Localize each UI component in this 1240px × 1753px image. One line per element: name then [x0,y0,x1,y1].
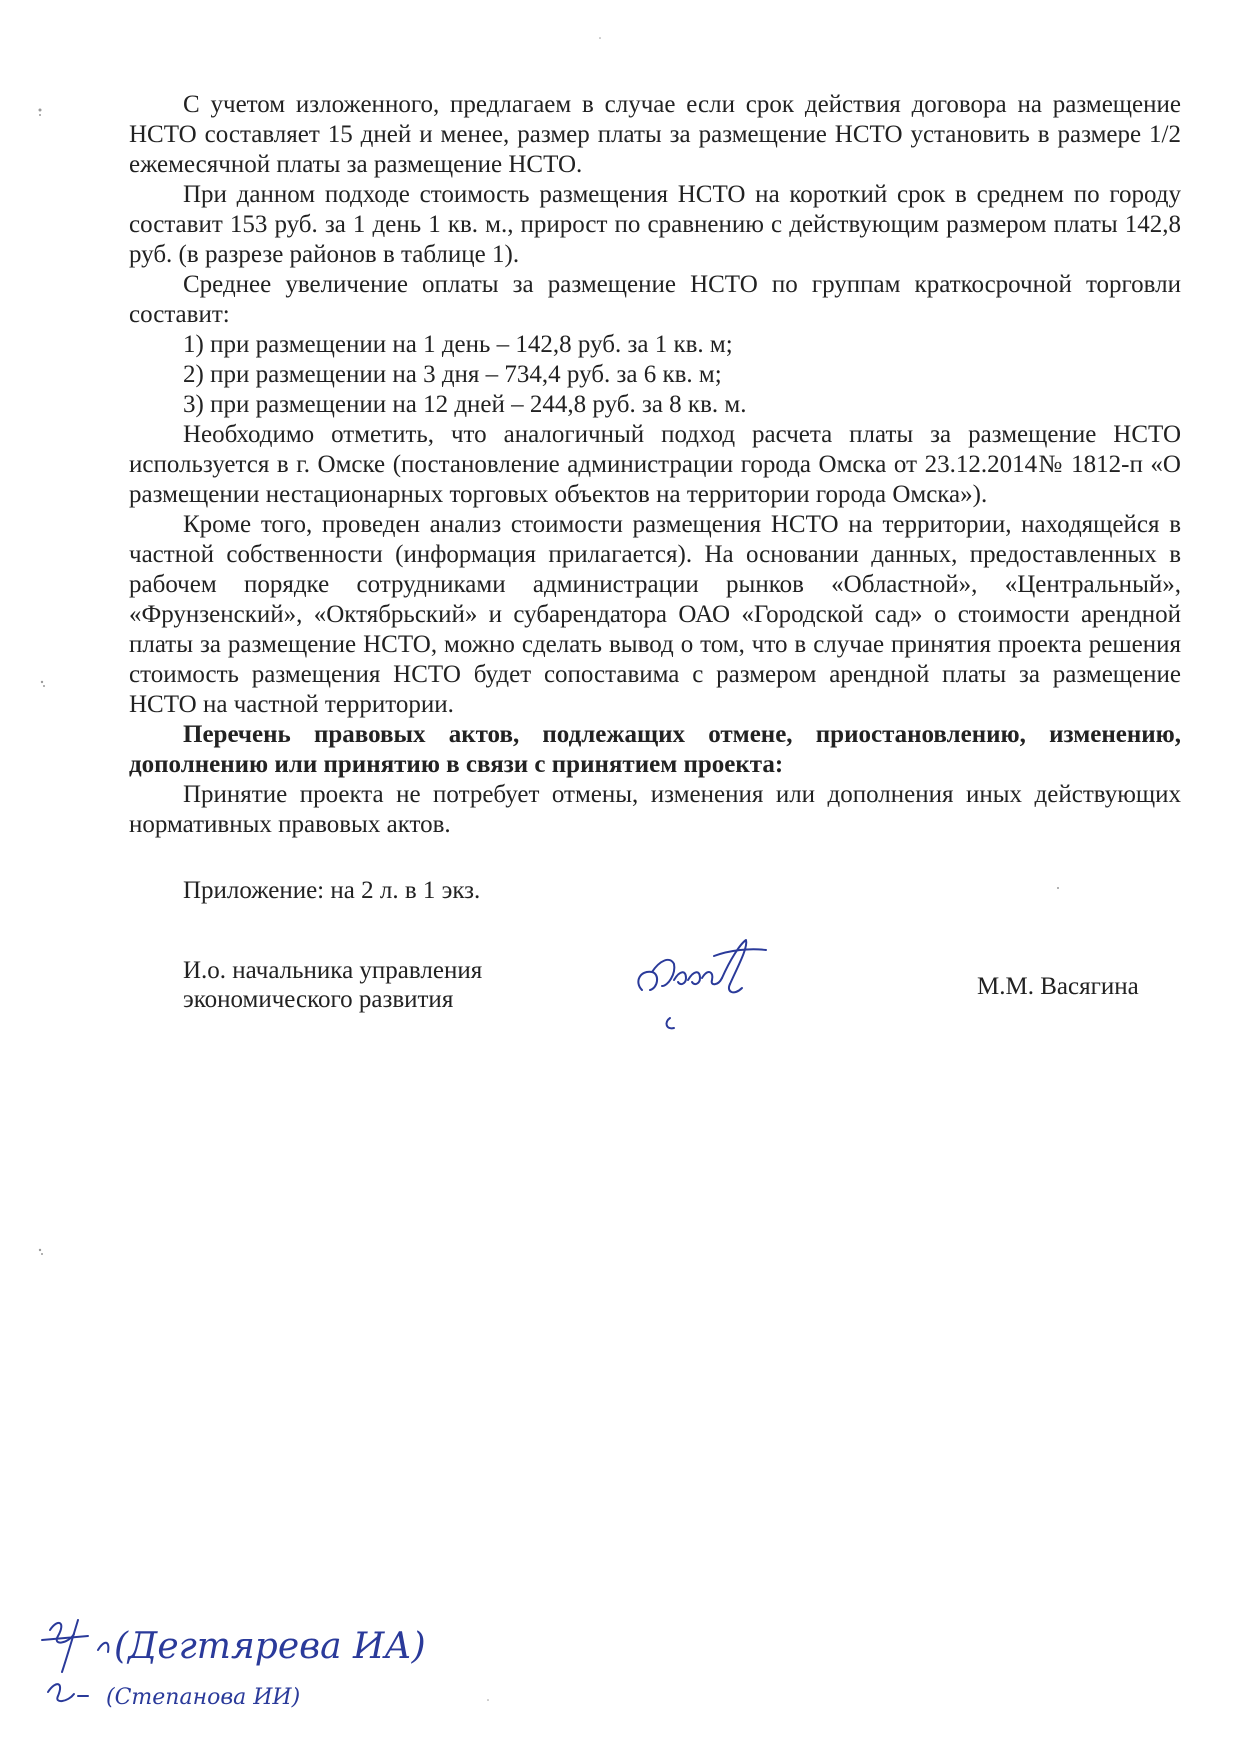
paragraph-omsk-reference: Необходимо отметить, что аналогичный подход расчета платы за размещение НСТО используется в г. Омске (постановление администрации города Омска от 23.12.2014№ 1812-п «О размещении нестационарных торговых объектов на территории города Омска»). [129,421,1181,508]
section-heading-legal-acts: Перечень правовых актов, подлежащих отмене, приостановлению, изменению, дополнению или принятию в связи с принятием проекта: [129,721,1181,778]
signatory-title [183,956,482,1014]
handwritten-executor-note [28,1600,426,1720]
attachment-note: Приложение: на 2 л. в 1 экз. [183,877,481,904]
signatory-title-line2: экономического развития [183,986,454,1013]
handwritten-note-line2: (Степанова ИИ) [106,1685,301,1710]
document-body [129,90,1181,906]
list-item-12-days: 3) при размещении на 12 дней – 244,8 руб. за 8 кв. м. [183,391,747,418]
paragraph-proposal: С учетом изложенного, предлагаем в случае если срок действия договора на размещение НСТО составляет 15 дней и менее, размер платы за размещение НСТО установить в размере 1/2 ежемесячной платы за размещение НСТО. [129,91,1181,178]
paragraph-private-territory: Кроме того, проведен анализ стоимости размещения НСТО на территории, находящейся в частной собственности (информация прилагается). На основании данных, предоставленных в рабочем порядке сотрудниками администрации рынков «Областной», «Центральный», «Фрунзенский», «Октябрьский» и субарендатора ОАО «Городской сад» о стоимости арендной платы за размещение НСТО, можно сделать вывод о том, что в случае принятия проекта решения стоимость размещения НСТО будет сопоставима с размером арендной платы за размещение НСТО на частной территории. [129,511,1181,718]
handwritten-note-line1: (Дегтярева ИА) [114,1626,426,1667]
signatory-name: М.М. Васягина [977,973,1139,1000]
handwritten-signature [630,930,780,1040]
list-item-1-day: 1) при размещении на 1 день – 142,8 руб. за 1 кв. м; [183,331,733,358]
paragraph-average-increase: Среднее увеличение оплаты за размещение НСТО по группам краткосрочной торговли составит: [129,271,1181,328]
signatory-title-line1: И.о. начальника управления [183,957,483,984]
paragraph-cost-estimate: При данном подходе стоимость размещения НСТО на короткий срок в среднем по городу составит 153 руб. за 1 день 1 кв. м., прирост по сравнению с действующим размером платы 142,8 руб. (в разрезе районов в таблице 1). [129,181,1181,268]
list-item-3-days: 2) при размещении на 3 дня – 734,4 руб. за 6 кв. м; [183,361,722,388]
paragraph-legal-acts: Принятие проекта не потребует отмены, изменения или дополнения иных действующих нормативных правовых актов. [129,781,1181,838]
